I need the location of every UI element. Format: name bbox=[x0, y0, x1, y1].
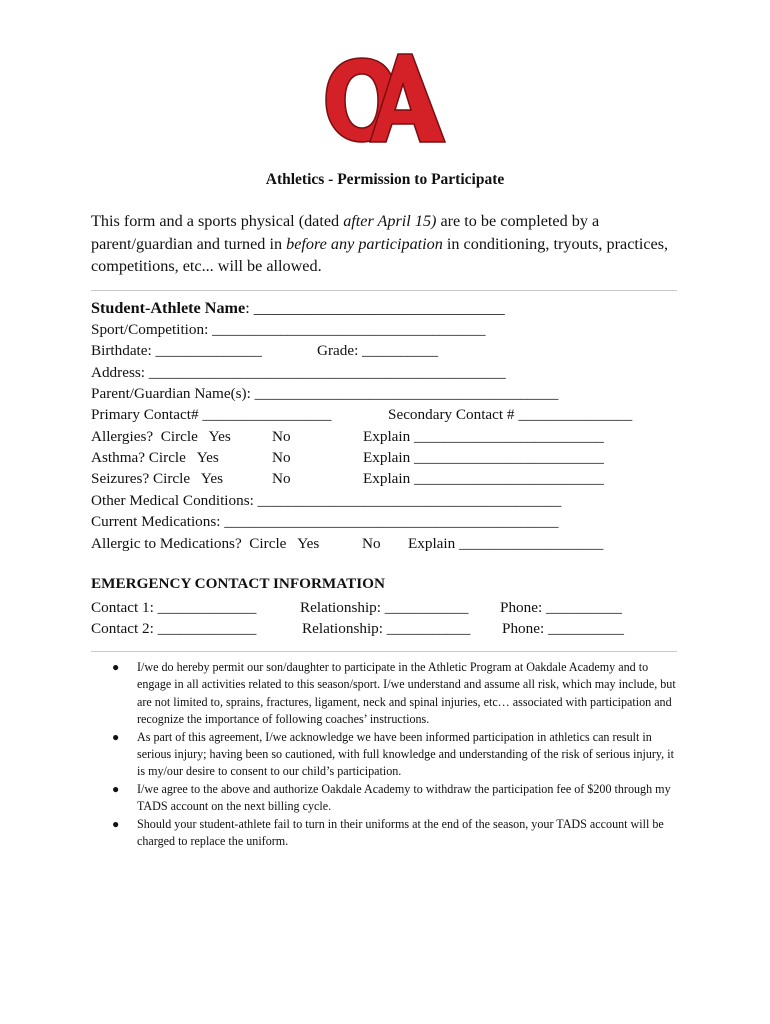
current-medications-field[interactable]: Current Medications: ____________________________________________ bbox=[91, 513, 559, 530]
contact-2-field[interactable]: Contact 2: _____________ bbox=[91, 620, 257, 637]
primary-contact-field[interactable]: Primary Contact# _________________ bbox=[91, 406, 332, 423]
contact-1-phone-field[interactable]: Phone: __________ bbox=[500, 599, 622, 616]
bullet-icon: ● bbox=[112, 729, 120, 744]
sport-competition-field[interactable]: Sport/Competition: ____________________________________ bbox=[91, 321, 486, 338]
asthma-question[interactable]: Asthma? Circle Yes bbox=[91, 449, 219, 466]
list-item: ● As part of this agreement, I/we acknowledge we have been informed participation in athletics can result in serious injury; having been so cautioned, with full knowledge and understanding of the risk of serious injury, it is my/our desire to consent to our child’s participation. bbox=[112, 729, 674, 779]
form-title: Athletics - Permission to Participate bbox=[265, 171, 505, 188]
allergies-no[interactable]: No bbox=[272, 428, 291, 445]
contact-1-relationship-field[interactable]: Relationship: ___________ bbox=[300, 599, 469, 616]
contact-1-field[interactable]: Contact 1: _____________ bbox=[91, 599, 257, 616]
terms-list bbox=[100, 659, 682, 850]
bullet-icon: ● bbox=[112, 781, 120, 796]
asthma-explain-field[interactable]: Explain _________________________ bbox=[363, 449, 604, 466]
contact-2-relationship-field[interactable]: Relationship: ___________ bbox=[302, 620, 471, 637]
bullet-icon: ● bbox=[112, 660, 120, 674]
list-item: ● I/we agree to the above and authorize Oakdale Academy to withdraw the participation fee of $200 through my TADS account on the next billing cycle. bbox=[112, 781, 671, 814]
asthma-no[interactable]: No bbox=[272, 449, 291, 466]
allergies-question[interactable]: Allergies? Circle Yes bbox=[91, 428, 231, 445]
parent-guardian-field[interactable]: Parent/Guardian Name(s): ________________________________________ bbox=[91, 385, 559, 402]
list-item: ● Should your student-athlete fail to turn in their uniforms at the end of the season, your TADS account will be charged to replace the uniform. bbox=[112, 816, 664, 849]
allergic-medications-no[interactable]: No bbox=[362, 535, 381, 552]
secondary-contact-field[interactable]: Secondary Contact # _______________ bbox=[388, 406, 633, 423]
allergic-medications-explain-field[interactable]: Explain ___________________ bbox=[408, 535, 604, 552]
emergency-contact-heading: EMERGENCY CONTACT INFORMATION bbox=[91, 575, 385, 592]
seizures-explain-field[interactable]: Explain _________________________ bbox=[363, 470, 604, 487]
list-item: ● I/we do hereby permit our son/daughter to participate in the Athletic Program at Oakdale Academy and to engage in all activities related to this season/sport. I/we understand and assume all risk, which may include, but are not limited to, sprains, fractures, ligament, neck and spinal injuries, etc… associated with participation and recognize the importance of following coaches’ instructions. bbox=[112, 660, 676, 727]
other-medical-conditions-field[interactable]: Other Medical Conditions: ________________________________________ bbox=[91, 492, 562, 509]
bullet-icon: ● bbox=[112, 816, 120, 831]
birthdate-field[interactable]: Birthdate: ______________ bbox=[91, 342, 262, 359]
seizures-question[interactable]: Seizures? Circle Yes bbox=[91, 470, 224, 487]
contact-2-phone-field[interactable]: Phone: __________ bbox=[502, 620, 624, 637]
student-athlete-name-field[interactable]: Student-Athlete Name: _______________________________ bbox=[91, 299, 505, 317]
allergies-explain-field[interactable]: Explain _________________________ bbox=[363, 428, 604, 445]
grade-field[interactable]: Grade: __________ bbox=[317, 342, 439, 359]
divider bbox=[91, 290, 677, 291]
divider bbox=[91, 651, 677, 652]
oa-logo bbox=[322, 50, 448, 150]
address-field[interactable]: Address: _______________________________________________ bbox=[91, 364, 506, 381]
allergic-medications-question[interactable]: Allergic to Medications? Circle Yes bbox=[91, 535, 320, 552]
seizures-no[interactable]: No bbox=[272, 470, 291, 487]
intro-paragraph: This form and a sports physical (dated after April 15) are to be completed by a parent/guardian and turned in before any participation in conditioning, tryouts, practices, competitions, etc... will be allowed. bbox=[91, 212, 669, 275]
